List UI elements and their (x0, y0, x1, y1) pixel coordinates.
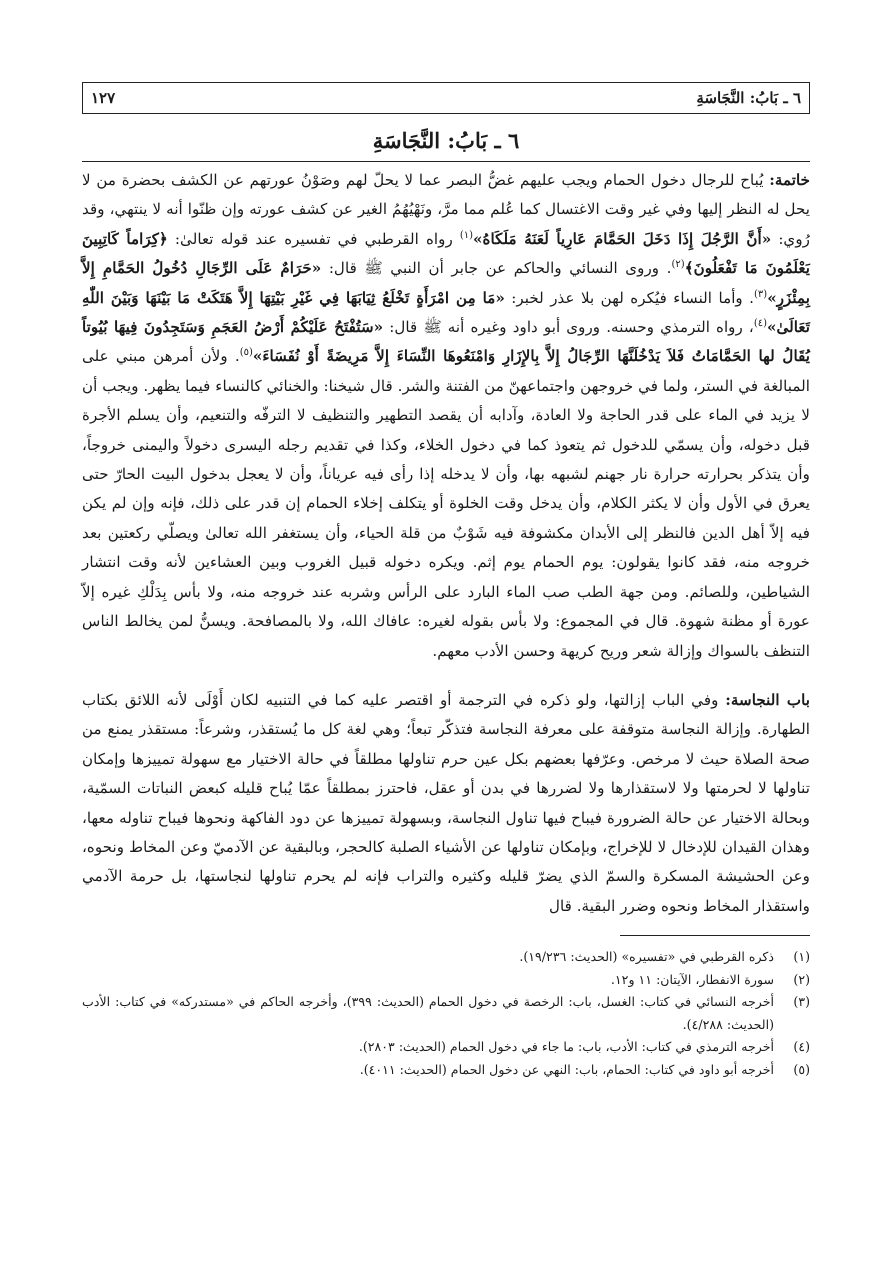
hadith-quote: «مَا مِن امْرَأَةٍ تَخْلَعُ ثِيَابَهَا فِي غَيْرِ بَيْتِهَا إِلاَّ هَتَكَتْ مَا بَيْنَهَا وَبَيْنَ اللّٰهِ تَعَالَىٰ» (82, 288, 810, 337)
footnote-text: أخرجه النسائي في كتاب: الغسل، باب: الرخصة في دخول الحمام (الحديث: ٣٩٩)، وأخرجه الحاكم في «مستدركه» في كتاب: الأدب (الحديث: ٤/٢٨٨). (82, 994, 774, 1032)
hadith-quote: «حَرَامٌ عَلَى الرِّجَالِ دُخُولُ الحَمَّامِ إِلاَّ بِمِئْزَرٍ» (82, 259, 810, 307)
text-run: ، رواه الترمذي وحسنه. وروى أبو داود وغيره أنه ﷺ قال: (383, 318, 754, 337)
footnote-text: أخرجه الترمذي في كتاب: الأدب، باب: ما جاء في دخول الحمام (الحديث: ٢٨٠٣). (358, 1039, 774, 1055)
title-divider (82, 161, 810, 162)
footnote (82, 1059, 810, 1082)
footnote (82, 946, 810, 969)
footnote-ref: (٥) (239, 347, 253, 359)
text-run: . ولأن أمرهن مبني على المبالغة في الستر، ولما في خروجهن واجتماعهنّ من الفتنة والشر. قال شيخنا: والخنائي كالنساء فيما يظهر. ويجب أن لا يزيد في الماء على قدر الحاجة ولا العادة، وآدابه أن يقصد التطهير والتنظيف لا الترفّه والتنعيم، وأن يسلم الأجرة قبل دخوله، وأن يسمّي للدخول ثم يتعوذ كما في دخول الخلاء، وكذا في تقديم رجله اليسرى دخولاً واليمنى خروجاً، وأن يتذكر بحرارته حرارة نار جهنم لشبهه بها، وأن لا يدخله إذا رأى فيه عرياناً، وأن لا يعجل بدخول البيت الحارّ حتى يعرق في الأول وأن لا يكثر الكلام، وأن يدخل وقت الخلوة أو يتكلف إخلاء الحمام إن قدر على ذلك، فإنه وإن لم يكن فيه إلاّ أهل الدين فالنظر إلى الأبدان مكشوفة فيه شَوْبٌ من قلة الحياء، وأن يستغفر الله تعالىٰ ويصلّي ركعتين بعد خروجه منه، فقد كانوا يقولون: يوم الحمام يوم إثم. ويكره دخوله قبيل الغروب وبين العشاءين لأنه وقت انتشار الشياطين، وللصائم. ومن جهة الطب صب الماء البارد على الرأس وشربه عند خروجه منه، ولا بأس بِدَلْكِ غيره إلاّ عورة أو مظنة شهوة. قال في المجموع: ولا بأس بقوله لغيره: عافاك الله، ولا بالمصافحة. ويسنُّ لمن يخالط الناس التنظف بالسواك وإزالة شعر وريح كريهة وحسن الأدب معهم. (82, 347, 810, 660)
footnote-number: (١) (793, 949, 810, 965)
chapter-title: ٦ ـ بَابُ: النَّجَاسَةِ (372, 128, 520, 153)
footnote-text: ذكره القرطبي في «تفسيره» (الحديث: ١٩/٢٣٦). (519, 949, 774, 965)
text-run: يُباح للرجال دخول الحمام ويجب عليهم غضُّ البصر عما لا يحلّ لهم وصَوْنُ عورتهم عن الكشف بحضرة من لا يحل له النظر إليها وفي غير وقت الاغتسال كما عُلم مما مرَّ، ونَهْيُهُمُ الغير عن كشف عورته وإن ظنّوا أنه لا ينتهي، وقد رُوي: (82, 171, 810, 248)
text-run: رواه القرطبي في تفسيره عند قوله تعالىٰ: (167, 229, 460, 248)
footnote-ref: (١) (459, 229, 474, 241)
footnote-ref: (٢) (671, 259, 685, 271)
footnote (82, 1036, 810, 1059)
header-chapter-label: ٦ ـ بَابُ: النَّجَاسَةِ (696, 89, 801, 107)
footnote-number: (٣) (793, 994, 810, 1010)
text-run: وفي الباب إزالتها، ولو ذكره في الترجمة أو اقتصر عليه كما في التنبيه لكان أَوْلَى لأنه اللائق بكتاب الطهارة. وإزالة النجاسة متوقفة على معرفة النجاسة فتذكّر تبعاً؛ وهي لغة كل ما يُستقذر، وشرعاً: مستقذر يمنع من صحة الصلاة حيث لا مرخص. وعرّفها بعضهم بكل عين حرم تناولها مطلقاً في حالة الاختيار مع سهولة تمييزها وإمكان تناولها لا لحرمتها ولا لاستقذارها ولا لضررها في بدن أو عقل، فاحترز بمطلقاً عمّا يُباح قليله كبعض النباتات السمّية، وبحالة الاختيار عن حالة الضرورة فيباح فيها تناول النجاسة، وبسهولة تمييزها عن دود الفاكهة ونحوها فيباح تناوله معها، وهذان القيدان للإدخال لا للإخراج، وبإمكان تناولها عن الأشياء الصلبة كالحجر، وبالبقية عن الآدميّ وعن المخاط ونحوه، وعن الحشيشة المسكرة والسمّ الذي يضرّ قليله وكثيره والتراب فإنه لم يحرم تناولها لنجاستها، بل حرمة الآدمي واستقذار المخاط ونحوه وضرر البقية. قال (82, 690, 810, 915)
footnote-ref: (٤) (753, 317, 768, 329)
page-number: ١٢٧ (91, 89, 116, 107)
paragraph-najasa (82, 686, 810, 921)
footnote-text: سورة الانفطار، الآيتان: ١١ و١٢. (610, 971, 774, 987)
footnote (82, 969, 810, 992)
running-header (82, 82, 810, 114)
paragraph-lead: باب النجاسة: (725, 690, 810, 709)
footnotes (82, 946, 810, 1081)
book-page (82, 82, 810, 1081)
footnote-number: (٥) (793, 1061, 810, 1077)
footnote-number: (٢) (793, 971, 810, 987)
main-text (82, 166, 810, 921)
paragraph-khatima (82, 166, 810, 666)
text-run: . وروى النسائي والحاكم عن جابر أن النبي ﷺ قال: (321, 259, 672, 278)
footnote-divider (620, 935, 810, 936)
footnote-number: (٤) (793, 1039, 810, 1055)
text-run: . وأما النساء فيُكره لهن بلا عذر لخبر: (504, 288, 755, 307)
footnote-text: أخرجه أبو داود في كتاب: الحمام، باب: النهي عن دخول الحمام (الحديث: ٤٠١١). (359, 1061, 774, 1077)
quran-quote: ﴿كِرَاماً كَاتِبِينَ يَعْلَمُونَ مَا تَفْعَلُونَ﴾ (82, 229, 810, 278)
hadith-quote: «سَتُفْتَحُ عَلَيْكُمْ أَرْضُ العَجَمِ وَسَتَجِدُونَ فِيهَا بُيُوتاً يُقَالُ لها الحَمَّامَاتُ فَلاَ يَدْخُلَنَّهَا الرِّجَالُ إِلاَّ بِالإِزَارِ وَامْنَعُوهَا النِّسَاءَ إِلاَّ مَرِيضَةً أَوْ نُفَسَاءَ» (82, 318, 810, 366)
paragraph-lead: خاتمة: (769, 171, 810, 189)
hadith-quote: «أَنَّ الرَّجُلَ إِذَا دَخَلَ الحَمَّامَ عَارِياً لَعَنَهُ مَلَكَاهُ» (473, 229, 772, 248)
footnote (82, 991, 810, 1036)
footnote-ref: (٣) (754, 288, 768, 300)
